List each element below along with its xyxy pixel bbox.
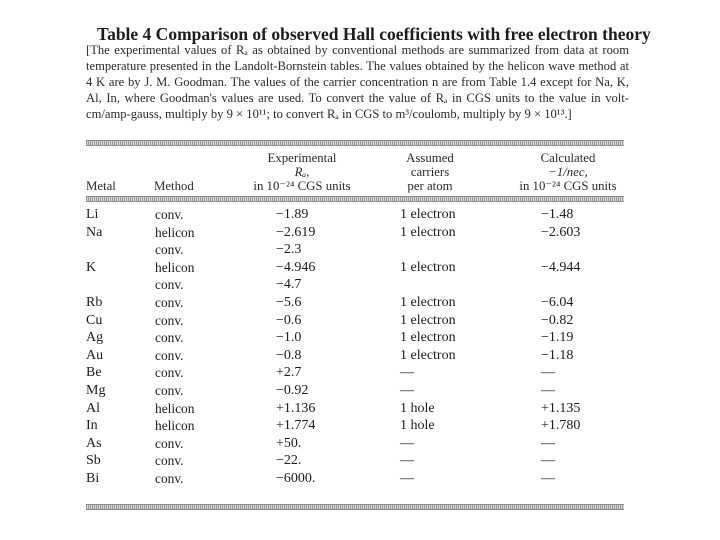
cell-metal: K — [86, 259, 97, 275]
cell-rh: −1.89 — [276, 207, 309, 222]
cell-method: conv. — [155, 295, 184, 310]
table-row — [86, 453, 626, 471]
table-row — [86, 436, 626, 454]
cell-calc: +1.780 — [541, 418, 581, 434]
cell-calc: — — [541, 365, 555, 381]
cell-metal: In — [86, 418, 98, 434]
header-rh-line3: in 10⁻²⁴ CGS units — [253, 179, 351, 193]
cell-method: conv. — [155, 471, 184, 486]
header-rh — [232, 151, 372, 193]
cell-metal: Mg — [86, 383, 106, 398]
header-metal: Metal — [86, 179, 116, 193]
cell-carriers: 1 electron — [400, 312, 456, 328]
table-row — [86, 277, 626, 295]
cell-rh: −22. — [276, 453, 302, 469]
cell-rh: −1.0 — [276, 330, 302, 346]
cell-rh: +1.774 — [276, 418, 316, 434]
cell-method: conv. — [155, 383, 184, 398]
cell-carriers: — — [400, 471, 414, 486]
cell-metal: Cu — [86, 312, 103, 328]
cell-carriers: 1 electron — [400, 224, 456, 240]
cell-method: conv. — [155, 242, 184, 258]
table-row — [86, 207, 626, 225]
header-carriers-line3: per atom — [407, 179, 453, 193]
cell-method: conv. — [155, 312, 184, 328]
cell-metal: Au — [86, 347, 104, 363]
table-row — [86, 295, 626, 313]
table-row — [86, 260, 626, 278]
cell-method: conv. — [155, 277, 184, 293]
table-row — [86, 313, 626, 331]
cell-rh: +2.7 — [276, 365, 302, 381]
cell-method: helicon — [155, 418, 195, 434]
cell-rh: −2.3 — [276, 242, 302, 258]
cell-carriers: 1 electron — [400, 207, 456, 222]
cell-rh: −5.6 — [276, 295, 302, 310]
header-calc — [502, 151, 634, 193]
cell-calc: — — [541, 435, 555, 451]
cell-carriers: 1 electron — [400, 295, 456, 310]
cell-rh: −4.946 — [276, 259, 316, 275]
header-rh-line1: Experimental — [267, 151, 337, 165]
cell-metal: Na — [86, 224, 103, 240]
table-row — [86, 225, 626, 243]
cell-calc: −4.944 — [541, 259, 581, 275]
cell-calc: — — [541, 383, 555, 398]
cell-calc: −1.48 — [541, 207, 574, 222]
cell-carriers: 1 electron — [400, 259, 456, 275]
cell-metal: As — [86, 435, 102, 451]
cell-method: conv. — [155, 365, 184, 381]
cell-metal: Bi — [86, 471, 100, 486]
cell-method: conv. — [155, 207, 184, 222]
header-rule — [86, 196, 624, 202]
cell-metal: Be — [86, 365, 102, 381]
cell-carriers: — — [400, 435, 414, 451]
cell-metal: Li — [86, 207, 99, 222]
table-row — [86, 418, 626, 436]
cell-rh: −6000. — [276, 471, 316, 486]
table-row — [86, 242, 626, 260]
cell-calc: −0.82 — [541, 312, 574, 328]
table-row — [86, 383, 626, 401]
top-rule — [86, 140, 624, 146]
cell-calc: — — [541, 453, 555, 469]
table-row — [86, 471, 626, 489]
cell-method: helicon — [155, 259, 195, 275]
cell-calc: −6.04 — [541, 295, 574, 310]
header-calc-line1: Calculated — [540, 151, 596, 165]
table-row — [86, 401, 626, 419]
cell-metal: Rb — [86, 295, 103, 310]
cell-method: conv. — [155, 453, 184, 469]
cell-carriers: 1 electron — [400, 347, 456, 363]
table-note: [The experimental values of Rₐ as obtained by conventional methods are summarized from data at room temperature presented in the Landolt-Bornstein tables. The values obtained by the helicon wave method at 4 K are by J. M. Goodman. The values of the carrier concentration n are from Table 1.4 except for Na, K, Al, In, where Goodman's values are used. To convert the value of Rₐ in CGS units to the value in volt-cm/amp-gauss, multiply by 9 × 10¹¹; to convert Rₐ in CGS to m³/coulomb, multiply by 9 × 10¹³.] — [86, 43, 629, 121]
cell-metal: Al — [86, 400, 100, 416]
cell-method: conv. — [155, 330, 184, 346]
header-carriers-line2: carriers — [410, 165, 450, 179]
table-row — [86, 330, 626, 348]
cell-carriers: — — [400, 453, 414, 469]
header-calc-line2: −1/nec, — [548, 165, 588, 179]
cell-rh: −0.6 — [276, 312, 302, 328]
cell-rh: −0.8 — [276, 347, 302, 363]
cell-calc: −1.19 — [541, 330, 574, 346]
header-rh-line2: Rₐ, — [294, 165, 310, 179]
cell-carriers: — — [400, 365, 414, 381]
cell-metal: Ag — [86, 330, 104, 346]
cell-carriers: — — [400, 383, 414, 398]
cell-carriers: 1 electron — [400, 330, 456, 346]
cell-method: helicon — [155, 400, 195, 416]
cell-method: conv. — [155, 435, 184, 451]
cell-rh: −2.619 — [276, 224, 316, 240]
table-row — [86, 348, 626, 366]
cell-method: conv. — [155, 347, 184, 363]
cell-rh: +1.136 — [276, 400, 316, 416]
cell-method: helicon — [155, 224, 195, 240]
cell-carriers: 1 hole — [400, 400, 435, 416]
header-carriers — [380, 151, 480, 193]
cell-rh: +50. — [276, 435, 302, 451]
cell-metal: Sb — [86, 453, 101, 469]
cell-calc: — — [541, 471, 555, 486]
cell-calc: −1.18 — [541, 347, 574, 363]
header-calc-line3: in 10⁻²⁴ CGS units — [519, 179, 617, 193]
cell-rh: −4.7 — [276, 277, 302, 293]
cell-calc: +1.135 — [541, 400, 581, 416]
header-carriers-line1: Assumed — [406, 151, 454, 165]
cell-carriers: 1 hole — [400, 418, 435, 434]
cell-calc: −2.603 — [541, 224, 581, 240]
table-row — [86, 365, 626, 383]
header-method: Method — [154, 179, 194, 193]
cell-rh: −0.92 — [276, 383, 309, 398]
bottom-rule — [86, 504, 624, 510]
table-title: Table 4 Comparison of observed Hall coefficients with free electron theory — [97, 24, 651, 44]
